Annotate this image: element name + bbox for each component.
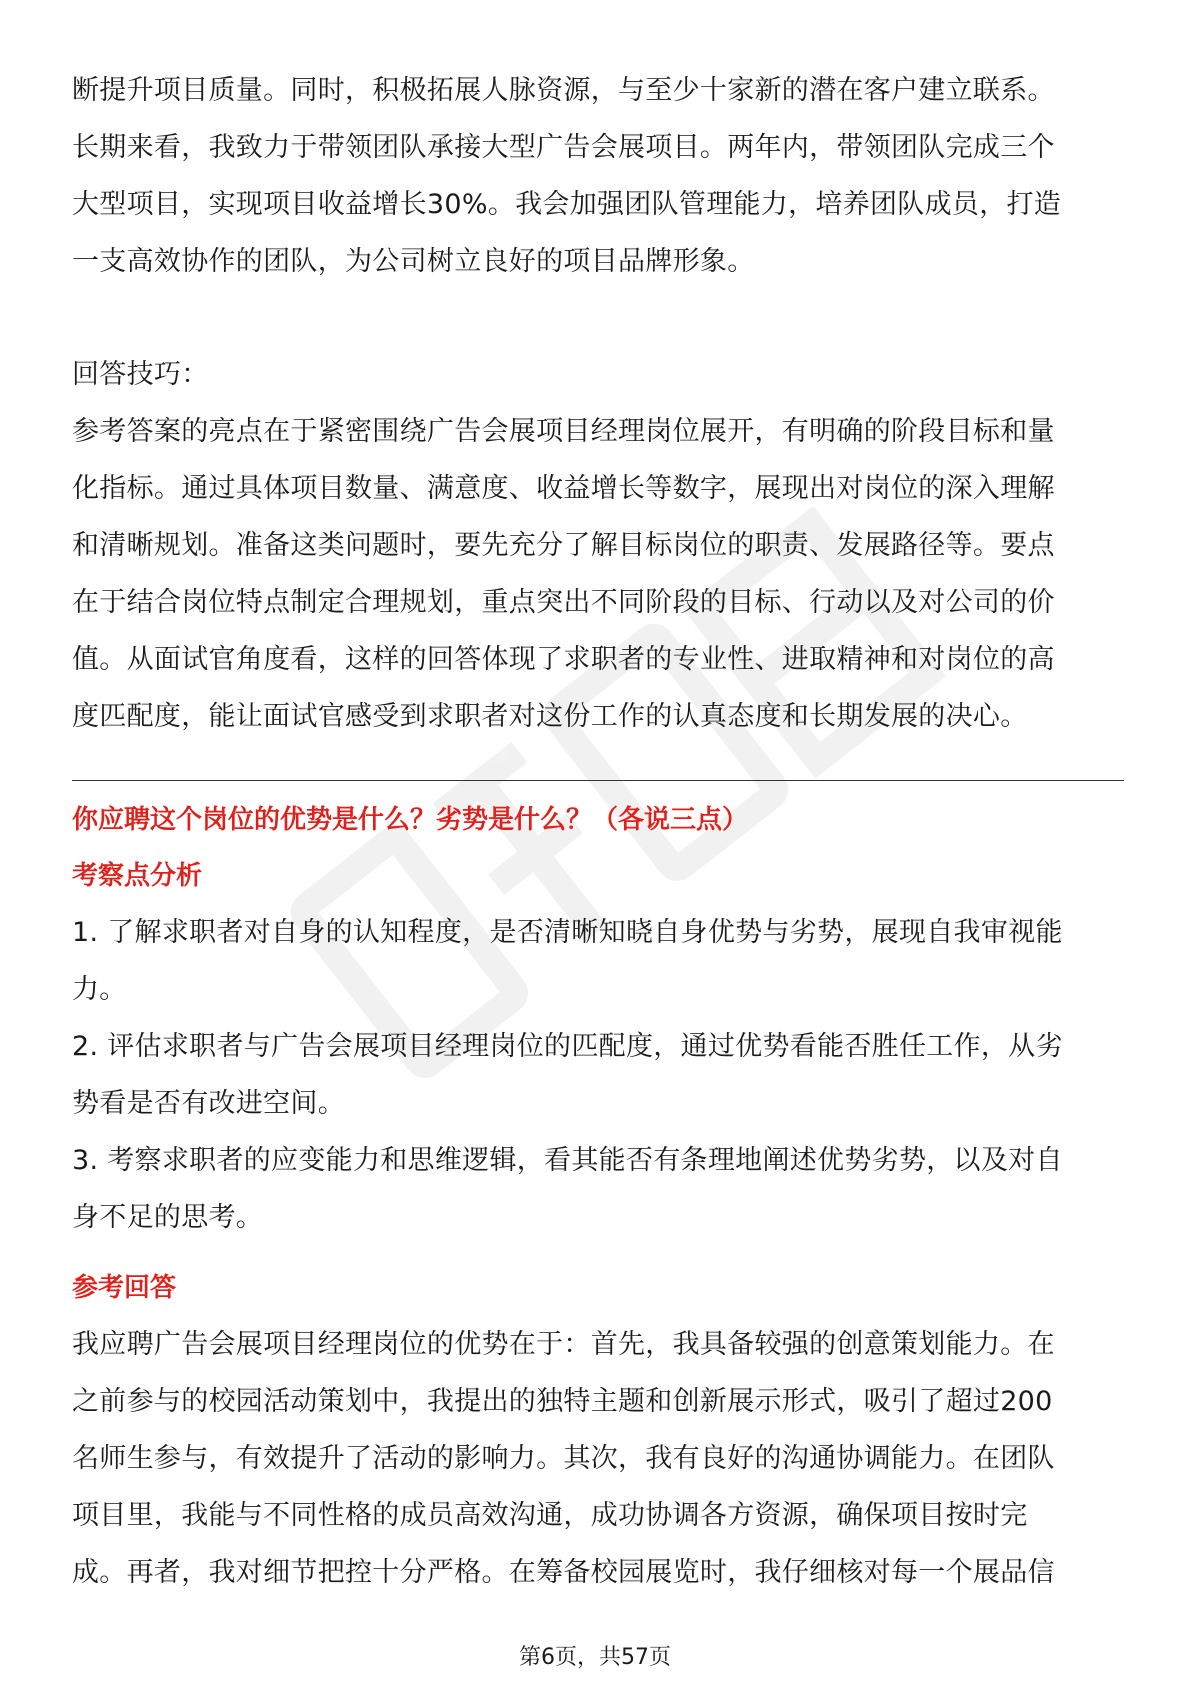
tips-heading: 回答技巧： [72, 359, 209, 390]
answer-line: 名师生参与，有效提升了活动的影响力。其次，我有良好的沟通协调能力。在团队 [72, 1443, 1055, 1474]
answer-line: 成。再者，我对细节把控十分严格。在筹备校园展览时，我仔细核对每一个展品信 [72, 1557, 1055, 1588]
answer-line: 之前参与的校园活动策划中，我提出的独特主题和创新展示形式，吸引了超过200 [72, 1386, 1053, 1417]
tips-line: 值。从面试官角度看，这样的回答体现了求职者的专业性、进取精神和对岗位的高 [72, 644, 1055, 675]
question-section [72, 792, 1122, 1601]
analysis-line: 力。 [72, 974, 127, 1005]
answer-line: 项目里，我能与不同性格的成员高效沟通，成功协调各方资源，确保项目按时完 [72, 1500, 1028, 1531]
analysis-line: 势看是否有改进空间。 [72, 1088, 345, 1119]
intro-line: 断提升项目质量。同时，积极拓展人脉资源，与至少十家新的潜在客户建立联系。 [72, 75, 1055, 106]
answer-heading: 参考回答 [72, 1273, 177, 1303]
analysis-line: 1. 了解求职者对自身的认知程度，是否清晰知晓自身优势与劣势，展现自我审视能 [72, 917, 1063, 948]
intro-line: 大型项目，实现项目收益增长30%。我会加强团队管理能力，培养团队成员，打造 [72, 189, 1062, 220]
tips-line: 在于结合岗位特点制定合理规划，重点突出不同阶段的目标、行动以及对公司的价 [72, 587, 1055, 618]
analysis-heading: 考察点分析 [72, 861, 203, 891]
tips-line: 度匹配度，能让面试官感受到求职者对这份工作的认真态度和长期发展的决心。 [72, 701, 1028, 732]
intro-block [72, 62, 1122, 745]
tips-line: 化指标。通过具体项目数量、满意度、收益增长等数字，展现出对岗位的深入理解 [72, 473, 1055, 504]
intro-line: 一支高效协作的团队，为公司树立良好的项目品牌形象。 [72, 246, 755, 277]
answer-line: 我应聘广告会展项目经理岗位的优势在于：首先，我具备较强的创意策划能力。在 [72, 1329, 1055, 1360]
analysis-line: 2. 评估求职者与广告会展项目经理岗位的匹配度，通过优势看能否胜任工作，从劣 [72, 1031, 1063, 1062]
tips-line: 和清晰规划。准备这类问题时，要先充分了解目标岗位的职责、发展路径等。要点 [72, 530, 1055, 561]
section-divider [72, 780, 1124, 781]
tips-line: 参考答案的亮点在于紧密围绕广告会展项目经理岗位展开，有明确的阶段目标和量 [72, 416, 1055, 447]
page-footer: 第6页，共57页 [519, 1645, 671, 1670]
analysis-line: 3. 考察求职者的应变能力和思维逻辑，看其能否有条理地阐述优势劣势，以及对自 [72, 1145, 1063, 1176]
intro-line: 长期来看，我致力于带领团队承接大型广告会展项目。两年内，带领团队完成三个 [72, 132, 1055, 163]
question-title: 你应聘这个岗位的优势是什么？劣势是什么？（各说三点） [72, 805, 749, 835]
analysis-line: 身不足的思考。 [72, 1202, 264, 1233]
